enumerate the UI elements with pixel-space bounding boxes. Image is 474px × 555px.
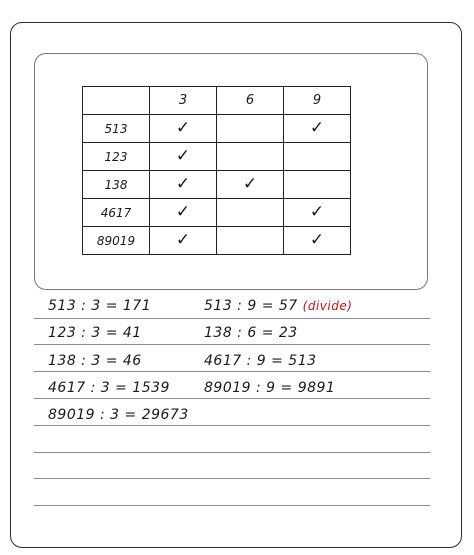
ruled-line bbox=[34, 425, 430, 426]
calculation-right bbox=[204, 298, 352, 314]
check-cell bbox=[284, 199, 351, 227]
check-cell bbox=[150, 227, 217, 255]
calculation-right: 89019 : 9 = 9891 bbox=[204, 380, 336, 396]
check-icon: ✓ bbox=[309, 230, 325, 250]
check-icon: ✓ bbox=[309, 202, 325, 222]
calculation-right: 4617 : 9 = 513 bbox=[204, 353, 317, 369]
column-header: 9 bbox=[284, 87, 351, 115]
check-icon: ✓ bbox=[175, 174, 191, 194]
table-row bbox=[83, 171, 351, 199]
calculation-left: 89019 : 3 = 29673 bbox=[48, 407, 189, 423]
divisibility-table bbox=[82, 86, 351, 255]
table-row bbox=[83, 143, 351, 171]
check-icon: ✓ bbox=[242, 174, 258, 194]
row-number: 123 bbox=[83, 143, 150, 171]
check-cell bbox=[150, 115, 217, 143]
check-cell bbox=[150, 143, 217, 171]
ruled-line bbox=[34, 452, 430, 453]
ruled-line bbox=[34, 478, 430, 479]
check-cell bbox=[217, 171, 284, 199]
calculation-left: 123 : 3 = 41 bbox=[48, 325, 142, 341]
corner-cell bbox=[83, 87, 150, 115]
table-row bbox=[83, 199, 351, 227]
check-cell bbox=[284, 115, 351, 143]
calculation-left: 4617 : 3 = 1539 bbox=[48, 380, 170, 396]
row-number: 138 bbox=[83, 171, 150, 199]
ruled-line bbox=[34, 318, 430, 319]
column-header: 3 bbox=[150, 87, 217, 115]
check-cell bbox=[284, 171, 351, 199]
check-cell bbox=[217, 143, 284, 171]
check-cell bbox=[217, 227, 284, 255]
row-number: 513 bbox=[83, 115, 150, 143]
divide-note: (divide) bbox=[302, 299, 353, 313]
ruled-line bbox=[34, 371, 430, 372]
ruled-line bbox=[34, 344, 430, 345]
row-number: 4617 bbox=[83, 199, 150, 227]
check-icon: ✓ bbox=[175, 230, 191, 250]
check-cell bbox=[150, 199, 217, 227]
check-icon: ✓ bbox=[175, 146, 191, 166]
calculation-text: 513 : 9 = 57 bbox=[204, 298, 298, 314]
check-cell bbox=[150, 171, 217, 199]
ruled-line bbox=[34, 505, 430, 506]
table-header-row bbox=[83, 87, 351, 115]
column-header: 6 bbox=[217, 87, 284, 115]
check-icon: ✓ bbox=[309, 118, 325, 138]
table-row bbox=[83, 115, 351, 143]
check-cell bbox=[217, 199, 284, 227]
check-icon: ✓ bbox=[175, 118, 191, 138]
calculation-left: 138 : 3 = 46 bbox=[48, 353, 142, 369]
row-number: 89019 bbox=[83, 227, 150, 255]
check-cell bbox=[284, 143, 351, 171]
table-row bbox=[83, 227, 351, 255]
check-cell bbox=[217, 115, 284, 143]
ruled-line bbox=[34, 398, 430, 399]
calculation-right: 138 : 6 = 23 bbox=[204, 325, 298, 341]
check-cell bbox=[284, 227, 351, 255]
calculation-left: 513 : 3 = 171 bbox=[48, 298, 152, 314]
check-icon: ✓ bbox=[175, 202, 191, 222]
